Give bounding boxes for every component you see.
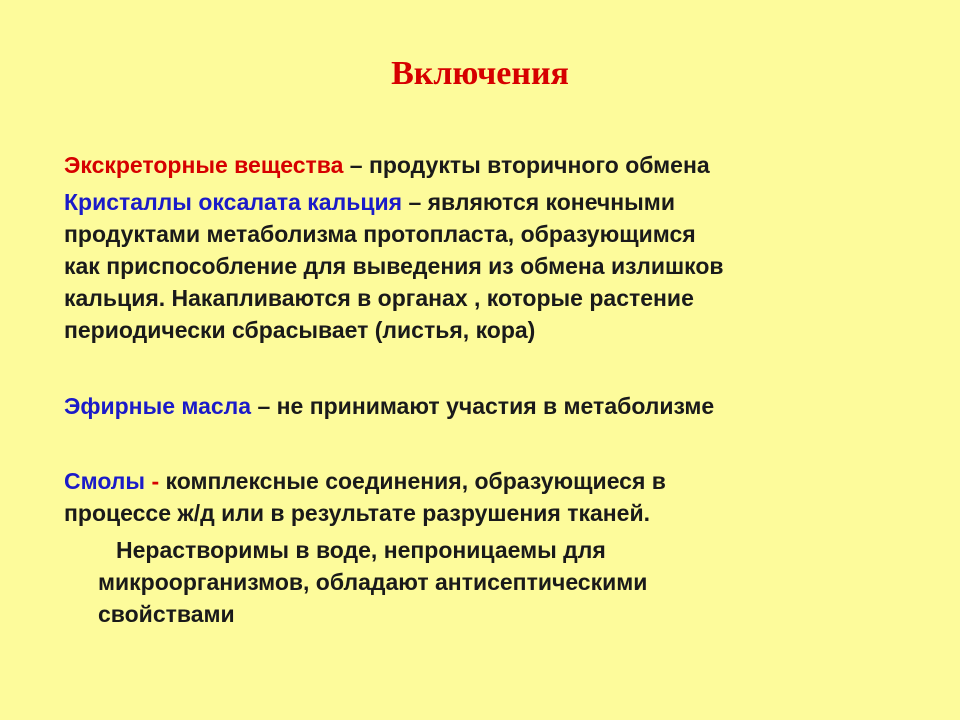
term-resins: Смолы	[64, 468, 146, 494]
paragraph-resins	[64, 465, 958, 529]
paragraph-text: – продукты вторичного обмена	[343, 152, 710, 178]
term-excretory-substances: Экскреторные вещества	[64, 152, 344, 178]
term-calcium-oxalate-crystals: Кристаллы оксалата кальция	[64, 189, 403, 215]
paragraph-line: периодически сбрасывает (листья, кора)	[64, 317, 536, 343]
paragraph-line	[64, 186, 958, 218]
term-essential-oils: Эфирные масла	[64, 393, 252, 419]
paragraph-text: – являются конечными	[402, 189, 675, 215]
paragraph-resins-properties	[64, 534, 958, 630]
paragraph-calcium-oxalate-crystals	[64, 186, 958, 346]
paragraph-line: кальция. Накапливаются в органах , которые растение	[64, 285, 694, 311]
paragraph-line: свойствами	[98, 601, 235, 627]
paragraph-line: процессе ж/д или в результате разрушения тканей.	[64, 500, 650, 526]
paragraph-excretory-substances	[64, 149, 958, 181]
paragraph-line: как приспособление для выведения из обмена излишков	[64, 253, 724, 279]
paragraph-text: – не принимают участия в метаболизме	[251, 393, 715, 419]
paragraph-text: комплексные соединения, образующиеся в	[165, 468, 666, 494]
paragraph-line: продуктами метаболизма протопласта, образующимся	[64, 221, 696, 247]
term-dash: -	[145, 468, 166, 494]
paragraph-essential-oils	[64, 390, 958, 422]
paragraph-line	[64, 465, 958, 497]
slide-title: Включения	[391, 55, 569, 92]
paragraph-line: Нерастворимы в воде, непроницаемы для	[116, 537, 606, 563]
paragraph-line: микроорганизмов, обладают антисептическими	[98, 569, 648, 595]
